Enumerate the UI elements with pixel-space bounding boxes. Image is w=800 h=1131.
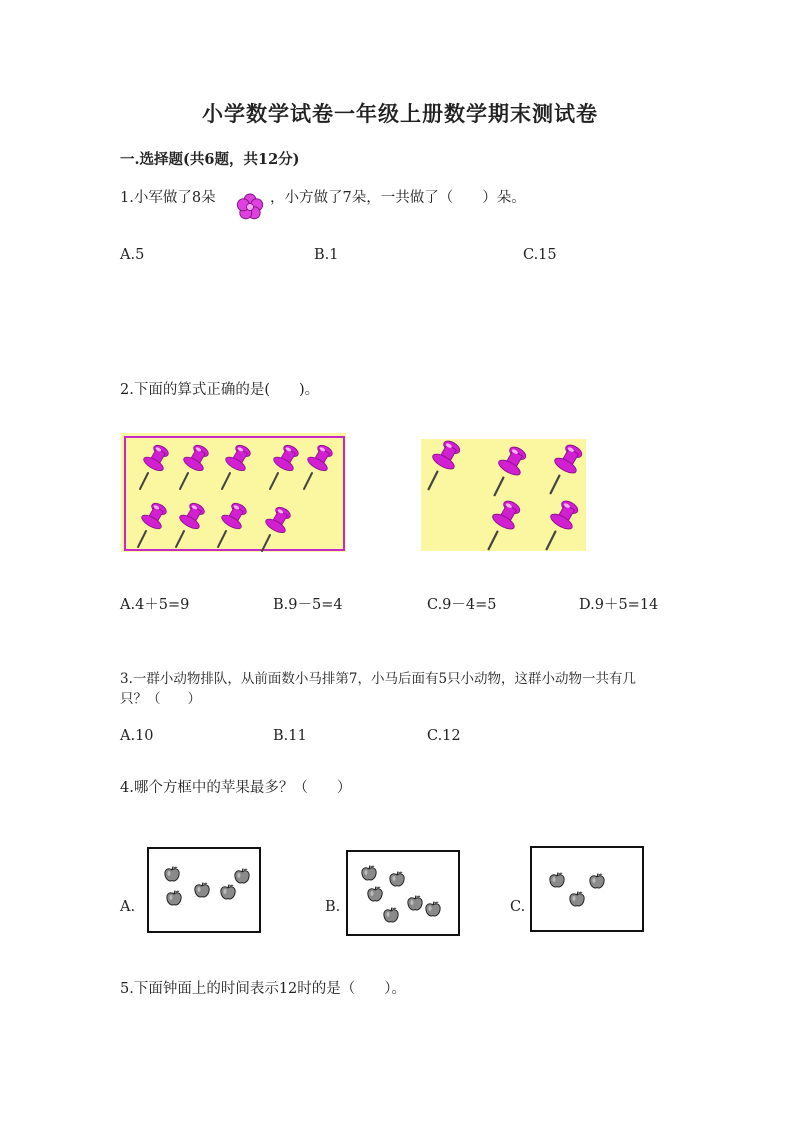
apple-icon (366, 885, 384, 903)
apple-icon (193, 881, 211, 899)
q4-option-c-label[interactable]: C. (510, 899, 526, 915)
question-3-text-line2: 只？（ ） (120, 691, 201, 707)
page-title: 小学数学试卷一年级上册数学期末测试卷 (202, 101, 598, 126)
apple-box-b[interactable] (346, 850, 460, 936)
pushpin-icon (545, 443, 587, 496)
question-4-text: 4.哪个方框中的苹果最多？（ ） (120, 780, 352, 796)
section-heading: 一.选择题(共6题，共12分) (120, 151, 300, 168)
pushpin-icon (213, 501, 251, 549)
pushpin-icon (133, 501, 171, 549)
pushpin-icon (423, 439, 465, 492)
apple-icon (388, 870, 406, 888)
pushpin-icon (489, 445, 531, 498)
q1-option-c[interactable]: C.15 (523, 247, 557, 263)
q3-option-a[interactable]: A.10 (120, 728, 154, 744)
pushpin-icon (483, 499, 525, 552)
question-1-text-part2: ，小方做了7朵，一共做了（ ）朵。 (270, 190, 526, 206)
apple-icon (163, 865, 181, 883)
apple-icon (360, 864, 378, 882)
pushpin-icon (135, 443, 173, 491)
pushpin-icon (171, 501, 209, 549)
apple-icon (406, 894, 424, 912)
pushpin-icon (175, 443, 213, 491)
pushpin-group-left (121, 433, 346, 552)
pushpin-icon (265, 443, 303, 491)
q2-option-a[interactable]: A.4＋5=9 (120, 597, 190, 613)
apple-box-a[interactable] (147, 847, 261, 933)
apple-icon (548, 871, 566, 889)
q4-option-b-label[interactable]: B. (325, 899, 341, 915)
flower-icon (236, 193, 264, 221)
q2-option-d[interactable]: D.9＋5=14 (579, 597, 659, 613)
apple-icon (165, 889, 183, 907)
apple-icon (219, 883, 237, 901)
apple-icon (424, 900, 442, 918)
q4-option-a-label[interactable]: A. (120, 899, 136, 915)
question-2-text: 2.下面的算式正确的是( )。 (120, 382, 320, 398)
q2-option-b[interactable]: B.9－5=4 (273, 597, 343, 613)
pushpin-icon (217, 443, 255, 491)
q2-option-c[interactable]: C.9－4=5 (427, 597, 497, 613)
apple-icon (588, 872, 606, 890)
question-3-text-line1: 3.一群小动物排队，从前面数小马排第7，小马后面有5只小动物，这群小动物一共有几 (120, 671, 637, 687)
question-5-text: 5.下面钟面上的时间表示12时的是（ ）。 (120, 981, 407, 997)
q3-option-c[interactable]: C.12 (427, 728, 461, 744)
question-1-text-part1: 1.小军做了8朵 (120, 190, 216, 206)
pushpin-group-right (421, 439, 586, 551)
pushpin-icon (541, 499, 583, 552)
apple-icon (568, 890, 586, 908)
pushpin-icon (257, 505, 295, 553)
pushpin-icon (299, 443, 337, 491)
apple-box-c[interactable] (530, 846, 644, 932)
q1-option-a[interactable]: A.5 (120, 247, 145, 263)
q1-option-b[interactable]: B.1 (314, 247, 339, 263)
q3-option-b[interactable]: B.11 (273, 728, 307, 744)
apple-icon (382, 906, 400, 924)
